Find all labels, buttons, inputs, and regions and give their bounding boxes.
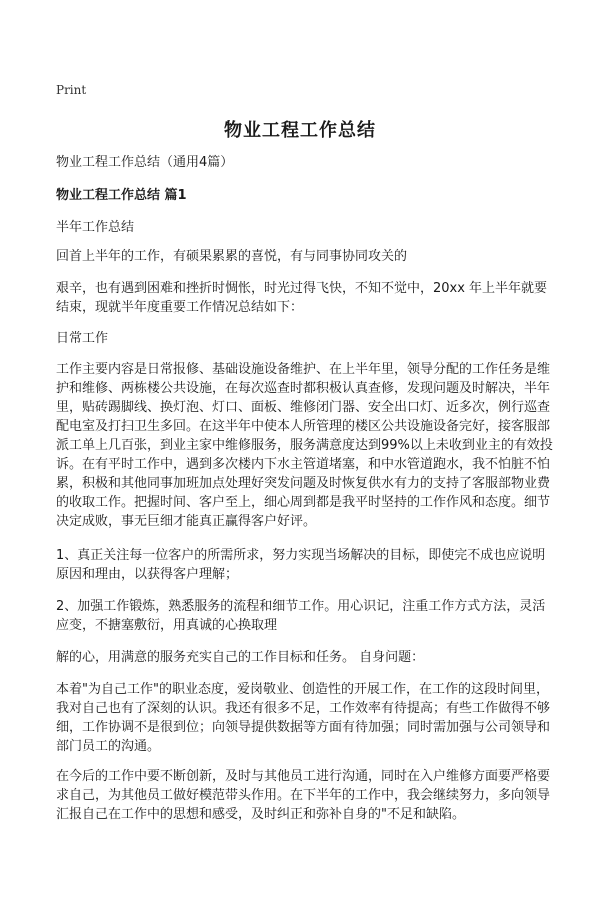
print-label[interactable]: Print <box>56 83 87 97</box>
paragraph-heading-half-year: 半年工作总结 <box>56 220 135 235</box>
paragraph-point-1: 1、真正关注每一位客户的所需所求，努力实现当场解决的目标，即使完不成也应说明原因和理由，以获得客户理解； <box>56 548 546 582</box>
paragraph-heading-daily-work: 日常工作 <box>56 331 109 346</box>
page-title: 物业工程工作总结 <box>224 120 376 141</box>
paragraph-hardship: 艰辛，也有遇到困难和挫折时惆怅，时光过得飞快，不知不觉中，20xx 年上半年就要结束，现就半年度重要工作情况总结如下： <box>56 281 548 315</box>
section-heading: 物业工程工作总结 篇1 <box>56 188 187 203</box>
paragraph-attitude: 本着"为自己工作"的职业态度，爱岗敬业、创造性的开展工作，在工作的这段时间里，我对自己也有了深刻的认识。我还有很多不足，工作效率有待提高；有些工作做得不够细，工作协调不是很到位；向领导提供数据等方面有待加强；同时需加强与公司领导和部门员工的沟通。 <box>56 682 551 754</box>
paragraph-future: 在今后的工作中要不断创新，及时与其他员工进行沟通，同时在入户维修方面要严格要求自己，为其他员工做好模范带头作用。在下半年的工作中，我会继续努力，多向领导汇报自己在工作中的思想和感受，及时纠正和弥补自身的"不足和缺陷。 <box>56 769 551 822</box>
paragraph-point-2: 2、加强工作锻炼，熟悉服务的流程和细节工作。用心识记，注重工作方式方法，灵活应变，不搪塞敷衍，用真诚的心换取理 <box>56 599 546 633</box>
paragraph-intro: 回首上半年的工作，有硕果累累的喜悦，有与同事协同攻关的 <box>56 249 408 264</box>
paragraph-self-issues: 解的心，用满意的服务充实自己的工作目标和任务。 自身问题： <box>56 650 425 665</box>
document-subtitle: 物业工程工作总结（通用4篇） <box>56 155 234 170</box>
paragraph-daily-work-detail: 工作主要内容是日常报修、基础设施设备维护、在上半年里，领导分配的工作任务是维护和维修、两栋楼公共设施，在每次巡查时都积极认真查修，发现问题及时解决，半年里，贴砖踢脚线、换灯泡、灯口、面板、维修闭门器、安全出口灯、近多次，例行巡查配电室及打扫卫生多回。在这半年中使本人所管理的楼区公共设施设备完好，接客服部派工单上几百张，到业主家中维修服务，服务满意度达到99%以上未收到业主的有效投诉。在有平时工作中，遇到多次楼内下水主管道堵塞，和中水管道跑水，我不怕脏不怕累，积极和其他同事加班加点处理好突发问题及时恢复供水有力的支持了客服部物业费的收取工作。把握时间、客户至上，细心周到都是我平时坚持的工作作风和态度。细节决定成败，事无巨细才能真正赢得客户好评。 <box>56 362 553 529</box>
